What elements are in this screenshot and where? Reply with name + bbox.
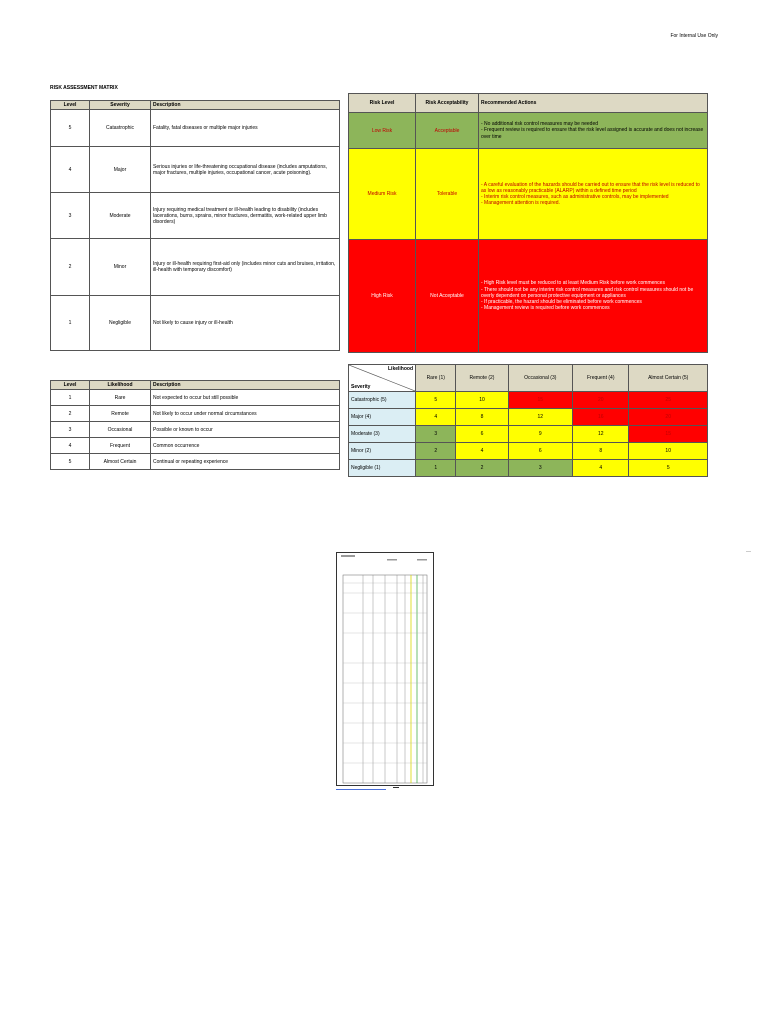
severity-name: Minor (90, 239, 151, 296)
likelihood-level: 5 (51, 454, 90, 470)
action-item: - Management attention is required. (481, 200, 560, 207)
likelihood-level: 2 (51, 406, 90, 422)
matrix-row (349, 392, 708, 409)
likelihood-description: Not expected to occur but still possible (151, 390, 340, 406)
col-risk-level: Risk Level (349, 94, 416, 113)
severity-name: Moderate (90, 193, 151, 239)
table-row (51, 147, 340, 193)
thumbnail-preview-icon (337, 553, 433, 785)
table-row (51, 296, 340, 351)
table-row (51, 406, 340, 422)
matrix-cell: 8 (573, 443, 629, 460)
likelihood-table (50, 380, 340, 470)
matrix-col-header: Frequent (4) (573, 365, 629, 392)
likelihood-name: Frequent (90, 438, 151, 454)
matrix-cell: 3 (508, 460, 573, 477)
risk-acceptability: Tolerable (416, 149, 479, 240)
likelihood-axis-label: Likelihood (388, 366, 413, 372)
matrix-col-header: Almost Certain (5) (629, 365, 708, 392)
risk-level-medium: Medium Risk (349, 149, 416, 240)
recommended-actions (479, 149, 708, 240)
likelihood-description: Possible or known to occur (151, 422, 340, 438)
table-row (51, 422, 340, 438)
matrix-cell: 20 (573, 392, 629, 409)
likelihood-name: Almost Certain (90, 454, 151, 470)
severity-level: 5 (51, 110, 90, 147)
table-row (51, 438, 340, 454)
matrix-col-header: Occasional (3) (508, 365, 573, 392)
risk-level-low: Low Risk (349, 113, 416, 149)
severity-description: Fatality, fatal diseases or multiple major injuries (151, 110, 340, 147)
severity-name: Major (90, 147, 151, 193)
table-row (51, 239, 340, 296)
matrix-row-label: Moderate (3) (349, 426, 416, 443)
likelihood-level: 4 (51, 438, 90, 454)
matrix-col-header: Remote (2) (456, 365, 508, 392)
matrix-row (349, 443, 708, 460)
severity-table (50, 100, 340, 351)
table-row (51, 454, 340, 470)
col-risk-acceptability: Risk Acceptability (416, 94, 479, 113)
risk-level-high: High Risk (349, 240, 416, 353)
severity-description: Serious injuries or life-threatening occupational disease (includes amputations, major fractures, multiple injuries, occupational cancer, acute poisoning). (151, 147, 340, 193)
risk-acceptability: Acceptable (416, 113, 479, 149)
matrix-cell: 12 (508, 409, 573, 426)
matrix-cell: 16 (573, 409, 629, 426)
matrix-cell: 4 (416, 409, 456, 426)
matrix-row-label: Minor (2) (349, 443, 416, 460)
table-row (349, 113, 708, 149)
table-row (349, 240, 708, 353)
severity-level: 3 (51, 193, 90, 239)
severity-description: Injury or ill-health requiring first-aid only (includes minor cuts and bruises, irritation, ill-health with temporary discomfort) (151, 239, 340, 296)
matrix-col-header: Rare (1) (416, 365, 456, 392)
thumbnail-dash (393, 787, 399, 788)
col-recommended-actions: Recommended Actions (479, 94, 708, 113)
matrix-cell: 3 (416, 426, 456, 443)
recommended-actions (479, 113, 708, 149)
severity-name: Negligible (90, 296, 151, 351)
matrix-cell: 1 (416, 460, 456, 477)
action-item: - No additional risk control measures may be needed (481, 121, 599, 128)
action-item: - Frequent review is required to ensure that the risk level assigned is accurate and does not increase over time (481, 127, 704, 140)
matrix-cell: 2 (416, 443, 456, 460)
matrix-row-label: Catastrophic (5) (349, 392, 416, 409)
severity-description: Not likely to cause injury or ill-health (151, 296, 340, 351)
matrix-cell: 20 (629, 409, 708, 426)
col-description: Description (151, 381, 340, 390)
matrix-cell: 10 (456, 392, 508, 409)
matrix-cell: 5 (416, 392, 456, 409)
action-item: - Interim risk control measures, such as administrative controls, may be implemented (481, 194, 669, 200)
likelihood-name: Remote (90, 406, 151, 422)
col-description: Description (151, 101, 340, 110)
matrix-row (349, 409, 708, 426)
page-thumbnail[interactable] (336, 552, 434, 786)
thumbnail-link-underline (336, 789, 386, 790)
likelihood-name: Occasional (90, 422, 151, 438)
likelihood-description: Common occurrence (151, 438, 340, 454)
matrix-cell: 2 (456, 460, 508, 477)
matrix-cell: 4 (573, 460, 629, 477)
internal-use-note: For Internal Use Only (670, 33, 718, 39)
action-item: - A careful evaluation of the hazards should be carried out to ensure that the risk level is reduced to as low as reasonably practicable (ALARP) within a defined time period (481, 181, 700, 194)
table-row (51, 110, 340, 147)
matrix-corner (349, 365, 416, 392)
matrix-cell: 6 (456, 426, 508, 443)
action-item: - If practicable, the hazard should be eliminated before work commences (481, 299, 642, 306)
recommended-actions (479, 240, 708, 353)
action-item: - Management review is required before work commences (481, 305, 610, 312)
likelihood-description: Continual or repeating experience (151, 454, 340, 470)
matrix-cell: 12 (573, 426, 629, 443)
severity-name: Catastrophic (90, 110, 151, 147)
likelihood-level: 1 (51, 390, 90, 406)
matrix-cell: 6 (508, 443, 573, 460)
severity-level: 1 (51, 296, 90, 351)
col-severity: Severity (90, 101, 151, 110)
likelihood-description: Not likely to occur under normal circumstances (151, 406, 340, 422)
risk-level-table (348, 93, 708, 353)
severity-level: 4 (51, 147, 90, 193)
matrix-cell: 9 (508, 426, 573, 443)
table-row (51, 390, 340, 406)
matrix-row (349, 426, 708, 443)
matrix-cell: 15 (508, 392, 573, 409)
action-item: - High Risk level must be reduced to at least Medium Risk before work commences (481, 280, 665, 287)
page-edge-mark (746, 551, 751, 552)
severity-level: 2 (51, 239, 90, 296)
col-level: Level (51, 101, 90, 110)
matrix-row-label: Major (4) (349, 409, 416, 426)
matrix-cell: 25 (629, 392, 708, 409)
matrix-cell: 15 (629, 426, 708, 443)
page-title: RISK ASSESSMENT MATRIX (50, 85, 118, 91)
matrix-cell: 4 (456, 443, 508, 460)
risk-matrix-table (348, 364, 708, 477)
matrix-row (349, 460, 708, 477)
table-row (349, 149, 708, 240)
matrix-cell: 8 (456, 409, 508, 426)
matrix-row-label: Negligible (1) (349, 460, 416, 477)
severity-axis-label: Severity (351, 384, 371, 390)
col-likelihood: Likelihood (90, 381, 151, 390)
matrix-cell: 10 (629, 443, 708, 460)
severity-description: Injury requiring medical treatment or ill-health leading to disability (includes lacerations, burns, sprains, minor fractures, dermatitis, work-related upper limb disorders) (151, 193, 340, 239)
col-level: Level (51, 381, 90, 390)
table-row (51, 193, 340, 239)
action-item: - There should not be any interim risk control measures and risk control measures should not be overly dependent on personal protective equipment or appliances (481, 286, 694, 299)
likelihood-level: 3 (51, 422, 90, 438)
likelihood-name: Rare (90, 390, 151, 406)
matrix-cell: 5 (629, 460, 708, 477)
risk-acceptability: Not Acceptable (416, 240, 479, 353)
